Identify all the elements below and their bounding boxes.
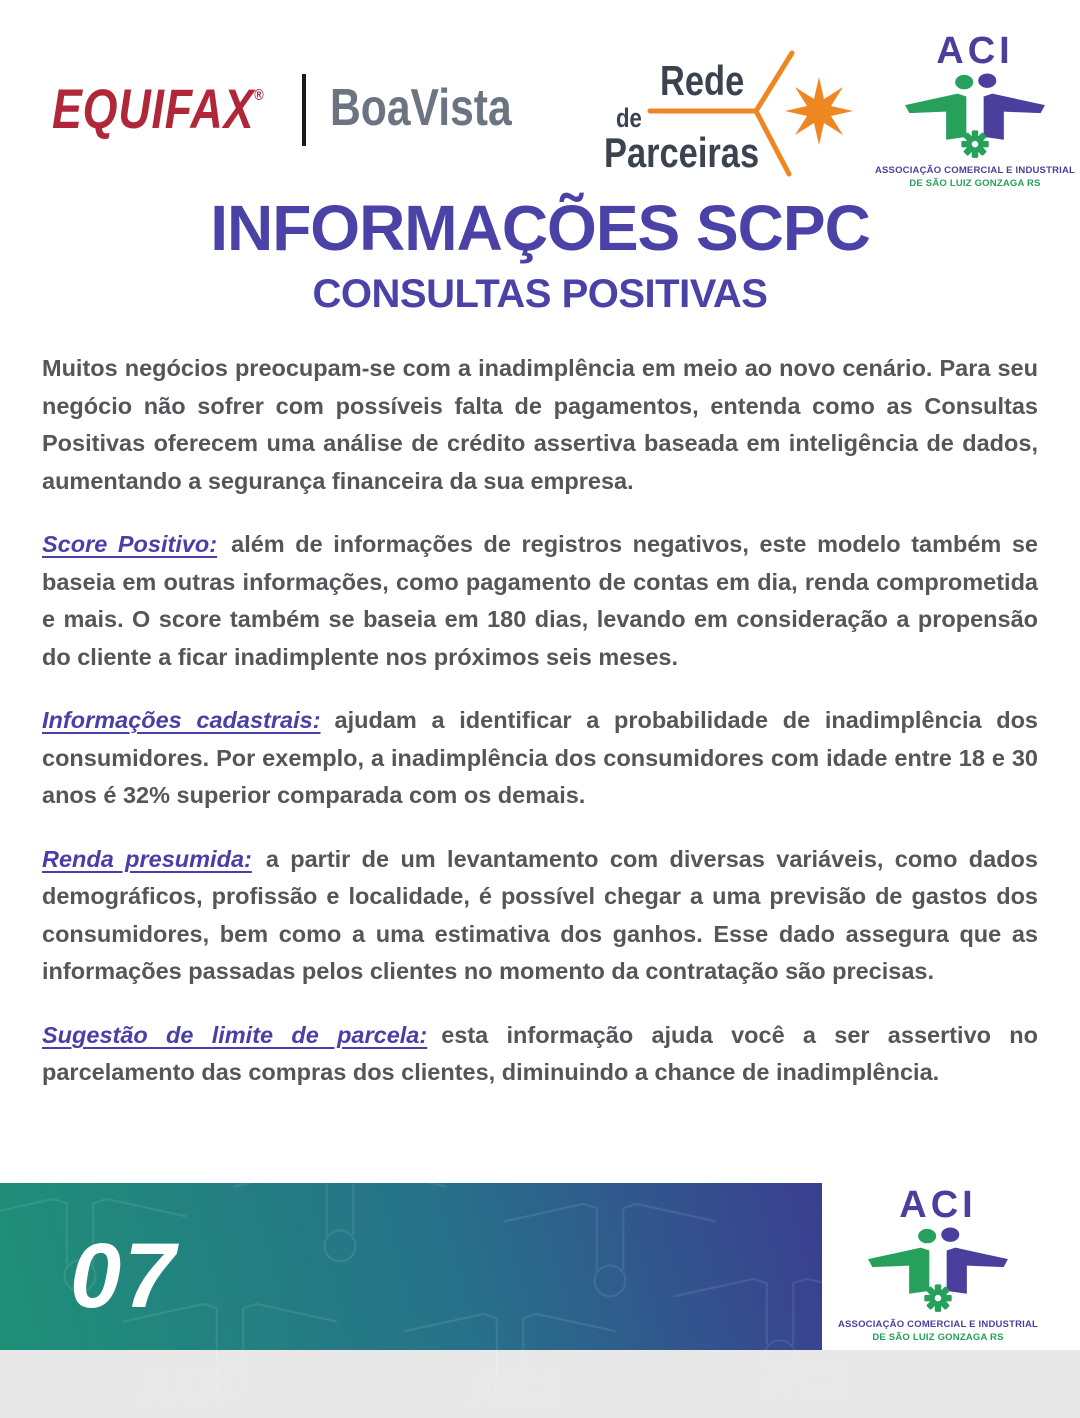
aci-watermark-text: ACI	[760, 1354, 852, 1406]
aci-association-name: ASSOCIAÇÃO COMERCIAL E INDUSTRIAL	[837, 1319, 1039, 1330]
section-renda-presumida	[42, 841, 1038, 991]
section-label: Sugestão de limite de parcela:	[42, 1021, 428, 1048]
eight-point-star-icon	[785, 77, 853, 145]
page-title: INFORMAÇÕES SCPC	[210, 192, 870, 264]
de-word: de	[616, 103, 642, 133]
body-content	[42, 350, 1038, 1118]
registered-trademark-icon: ®	[254, 87, 264, 104]
aci-logo-header	[874, 30, 1076, 189]
equifax-wordmark: EQUIFAX	[52, 77, 255, 140]
aci-city-name: DE SÃO LUIZ GONZAGA RS	[872, 1332, 1004, 1343]
section-score-positivo	[42, 526, 1038, 676]
aci-people-gear-icon	[859, 1226, 1017, 1314]
section-label: Score Positivo:	[42, 531, 218, 557]
aci-watermark-text: ACI	[140, 1359, 232, 1411]
parceiras-word: Parceiras	[604, 129, 760, 176]
aci-watermark-text: ACI	[470, 1364, 562, 1416]
intro-text: Muitos negócios preocupam-se com a inadimplência em meio ao novo cenário. Para seu negócio não sofrer com possíveis falta de pagamentos, entenda como as Consultas Positivas oferecem uma análise de crédito assertiva baseada em inteligência de dados, aumentando a segurança financeira da sua empresa.	[42, 355, 1038, 494]
aci-association-name: ASSOCIAÇÃO COMERCIAL E INDUSTRIAL	[874, 165, 1076, 176]
aci-city-name: DE SÃO LUIZ GONZAGA RS	[909, 178, 1041, 189]
section-informacoes-cadastrais	[42, 702, 1038, 815]
rede-word: Rede	[660, 57, 745, 104]
section-text: ajudam a identificar a probabilidade de inadimplência dos consumidores. Por exemplo, a inadimplência dos consumidores com idade entre 18 e 30 anos é 32% superior comparada com os demais.	[42, 707, 1038, 808]
section-text: esta informação ajuda você a ser assertivo no parcelamento das compras dos clientes, diminuindo a chance de inadimplência.	[42, 1021, 1038, 1085]
boavista-wordmark: BoaVista	[330, 79, 512, 137]
boavista-logo	[330, 78, 512, 138]
intro-paragraph	[42, 350, 1038, 500]
section-label: Renda presumida:	[42, 845, 252, 872]
page-number: 07	[70, 1225, 179, 1327]
aci-logo-footer	[837, 1184, 1039, 1343]
page-subtitle: CONSULTAS POSITIVAS	[312, 272, 768, 316]
logo-divider	[302, 74, 306, 146]
rede-de-parceiras-logo	[598, 45, 863, 195]
aci-wordmark: ACI	[936, 30, 1014, 72]
aci-watermark-icon	[230, 1133, 450, 1273]
section-label: Informações cadastrais:	[42, 707, 321, 733]
section-sugestao-limite-parcela	[42, 1017, 1038, 1092]
aci-people-gear-icon	[896, 72, 1054, 160]
section-text: além de informações de registros negativos, este modelo também se baseia em outras informações, como pagamento de contas em dia, renda comprometida e mais. O score também se baseia em 180 dias, levando em consideração a propensão do cliente a ficar inadimplente nos próximos seis meses.	[42, 531, 1039, 670]
aci-wordmark: ACI	[899, 1184, 977, 1226]
section-text: a partir de um levantamento com diversas variáveis, como dados demográficos, profissão e localidade, é possível chegar a uma previsão de gastos dos consumidores, bem como a uma estimativa dos ganhos. Esse dado assegura que as informações passadas pelos clientes no momento da contratação são precisas.	[42, 845, 1038, 984]
equifax-logo	[52, 76, 264, 141]
